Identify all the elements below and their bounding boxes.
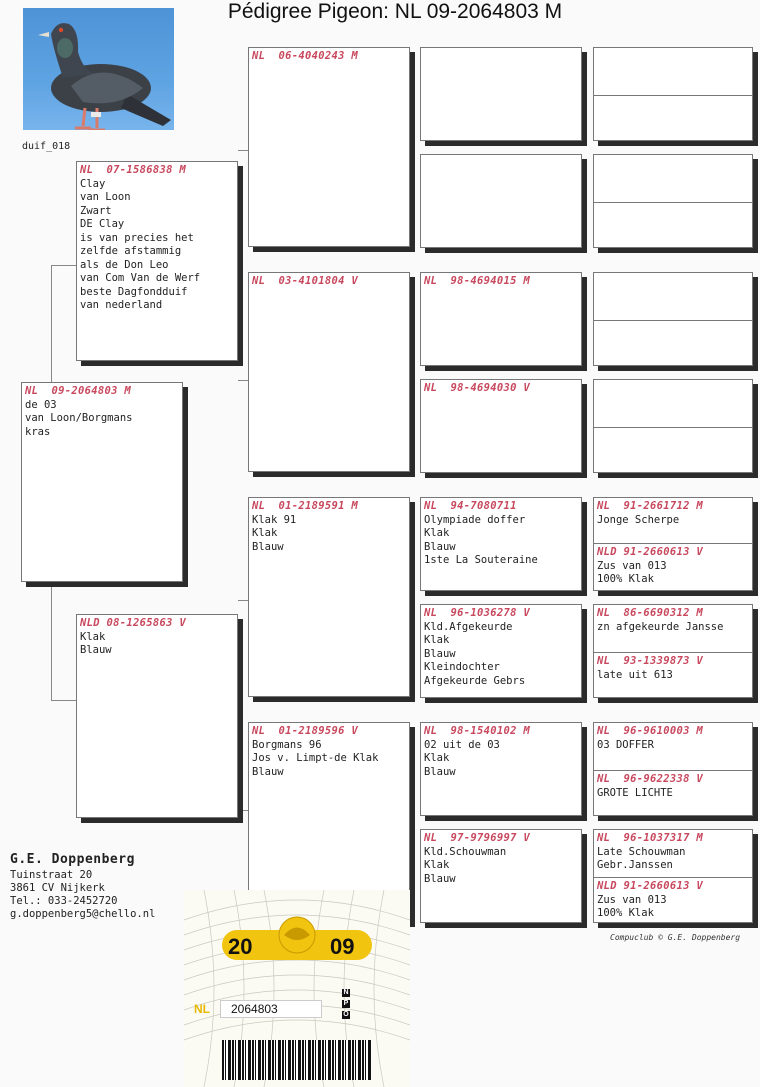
card-year-right: 09 xyxy=(330,934,355,959)
page-title: Pédigree Pigeon: NL 09-2064803 M xyxy=(227,0,563,23)
connector-line xyxy=(51,582,52,700)
info-line: 03 DOFFER xyxy=(597,738,654,751)
pedigree-box-ss xyxy=(248,47,410,247)
box-divider xyxy=(594,202,752,203)
connector-line xyxy=(51,700,77,701)
connector-line xyxy=(238,600,248,601)
pedigree-box-ddd xyxy=(420,829,582,923)
breeder-info xyxy=(10,853,155,921)
ring-number: NL 96-9622338 V xyxy=(597,773,703,785)
info-line: Klak xyxy=(424,752,450,764)
info-line: Borgmans 96 xyxy=(252,738,322,751)
photo-caption: duif_018 xyxy=(22,141,71,152)
pedigree-box-dsd xyxy=(420,604,582,698)
ring-number: NL 96-9610003 M xyxy=(597,725,703,737)
breeder-phone: Tel.: 033-2452720 xyxy=(10,895,118,907)
pedigree-box-empty xyxy=(420,47,582,141)
pedigree-box-sds xyxy=(420,272,582,366)
connector-line xyxy=(238,150,248,151)
ring-number: NLD 91-2660613 V xyxy=(597,880,703,892)
box-divider xyxy=(594,320,752,321)
ring-number: NL 07-1586838 M xyxy=(80,164,186,176)
info-line: Klak xyxy=(80,630,106,643)
info-line: Klak xyxy=(252,527,278,539)
info-line: de 03 xyxy=(25,398,57,411)
info-line: van nederland xyxy=(80,299,163,311)
pedigree-box-empty xyxy=(593,47,753,141)
pedigree-box-empty xyxy=(593,379,753,473)
pedigree-box-subject xyxy=(21,382,183,582)
info-line: Zus van 013 xyxy=(597,893,667,906)
info-line: van Loon xyxy=(80,191,131,203)
box-divider xyxy=(594,652,752,653)
breeder-street: Tuinstraat 20 xyxy=(10,869,93,881)
pedigree-box-pair-2 xyxy=(593,604,753,698)
ring-number: NL 93-1339873 V xyxy=(597,655,703,667)
ownership-card xyxy=(184,890,410,1087)
breeder-city: 3861 CV Nijkerk xyxy=(10,882,105,894)
connector-line xyxy=(238,380,248,381)
connector-line xyxy=(410,318,411,426)
info-line: 100% Klak xyxy=(597,573,654,585)
info-line: Late Schouwman xyxy=(597,845,686,858)
info-line: 1ste La Souteraine xyxy=(424,554,538,566)
info-line: DE Clay xyxy=(80,218,125,230)
info-line: van Loon/Borgmans xyxy=(25,412,133,424)
ring-number: NL 01-2189591 M xyxy=(252,500,358,512)
box-divider xyxy=(594,770,752,771)
info-line: GROTE LICHTE xyxy=(597,786,673,799)
info-line: Blauw xyxy=(252,540,284,553)
info-line: Zwart xyxy=(80,204,112,217)
pedigree-box-empty xyxy=(593,272,753,366)
pedigree-box-empty xyxy=(420,154,582,248)
ring-number: NL 86-6690312 M xyxy=(597,607,703,619)
info-line: kras xyxy=(25,425,51,438)
box-divider xyxy=(594,95,752,96)
box-divider xyxy=(594,427,752,428)
pedigree-box-dss xyxy=(420,497,582,591)
info-line: van Com Van de Werf xyxy=(80,272,201,284)
info-line: Jos v. Limpt-de Klak xyxy=(252,752,379,764)
info-line: Kld.Schouwman xyxy=(424,845,507,858)
pedigree-box-pair-3 xyxy=(593,722,753,816)
ring-number: NL 98-4694030 V xyxy=(424,382,530,394)
info-line: zn afgekeurde Jansse xyxy=(597,620,724,633)
pedigree-box-empty xyxy=(593,154,753,248)
pedigree-box-sdd xyxy=(420,379,582,473)
card-barcode xyxy=(222,1040,372,1080)
box-divider xyxy=(594,543,752,544)
info-line: zelfde afstammig xyxy=(80,245,182,257)
info-line: Klak 91 xyxy=(252,513,297,526)
info-line: Zus van 013 xyxy=(597,559,667,572)
card-year-left: 20 xyxy=(228,934,253,959)
pedigree-box-dam xyxy=(76,614,238,818)
ring-number: NL 01-2189596 V xyxy=(252,725,358,737)
ring-number: NL 09-2064803 M xyxy=(25,385,131,397)
pedigree-box-dds xyxy=(420,722,582,816)
ring-number: NL 03-4101804 V xyxy=(252,275,358,287)
info-line: Klak xyxy=(424,527,450,539)
info-line: Blauw xyxy=(424,765,456,778)
pedigree-box-ds xyxy=(248,497,410,697)
info-line: late uit 613 xyxy=(597,668,673,681)
breeder-email: g.doppenberg5@chello.nl xyxy=(10,908,156,920)
info-line: als de Don Leo xyxy=(80,258,169,271)
info-line: Kleindochter xyxy=(424,661,500,673)
info-line: Clay xyxy=(80,177,106,190)
pigeon-illustration xyxy=(23,8,174,130)
connector-line xyxy=(410,96,411,204)
info-line: Gebr.Janssen xyxy=(597,859,673,871)
info-line: 100% Klak xyxy=(597,907,654,919)
info-line: Olympiade doffer xyxy=(424,513,526,526)
connector-line xyxy=(410,768,411,876)
ring-number: NL 96-1037317 M xyxy=(597,832,703,844)
pedigree-box-sd xyxy=(248,272,410,472)
ring-number: NL 98-4694015 M xyxy=(424,275,530,287)
connector-line xyxy=(238,810,248,811)
pedigree-box-pair-1 xyxy=(593,497,753,591)
credit-text: Compuclub © G.E. Doppenberg xyxy=(610,933,741,942)
info-line: Jonge Scherpe xyxy=(597,513,680,526)
pedigree-box-sire xyxy=(76,161,238,361)
connector-line xyxy=(51,265,52,383)
info-line: Blauw xyxy=(424,647,456,660)
box-divider xyxy=(594,877,752,878)
info-line: Blauw xyxy=(252,765,284,778)
pigeon-photo xyxy=(23,8,174,130)
ring-number: NL 97-9796997 V xyxy=(424,832,530,844)
info-line: Klak xyxy=(424,634,450,646)
card-organisation-logo: N P O xyxy=(343,989,349,1018)
card-ring-number: 2064803 xyxy=(220,1000,322,1018)
info-line: Blauw xyxy=(80,644,112,656)
info-line: beste Dagfondduif xyxy=(80,285,188,298)
ring-number: NL 91-2661712 M xyxy=(597,500,703,512)
info-line: Afgekeurde Gebrs xyxy=(424,674,526,687)
info-line: 02 uit de 03 xyxy=(424,738,500,751)
info-line: Blauw xyxy=(424,540,456,553)
ring-number: NLD 08-1265863 V xyxy=(80,617,186,629)
info-line: Blauw xyxy=(424,872,456,885)
ring-number: NL 98-1540102 M xyxy=(424,725,530,737)
ring-number: NL 94-7080711 xyxy=(424,500,517,512)
card-country: NL xyxy=(194,1002,210,1016)
connector-line xyxy=(410,544,411,652)
info-line: Klak xyxy=(424,859,450,871)
connector-line xyxy=(51,265,77,266)
ring-number: NL 06-4040243 M xyxy=(252,50,358,62)
info-line: is van precies het xyxy=(80,231,194,244)
info-line: Kld.Afgekeurde xyxy=(424,620,513,633)
ring-number: NL 96-1036278 V xyxy=(424,607,530,619)
pedigree-box-pair-4 xyxy=(593,829,753,923)
ring-number: NLD 91-2660613 V xyxy=(597,546,703,558)
breeder-name: G.E. Doppenberg xyxy=(10,852,135,867)
